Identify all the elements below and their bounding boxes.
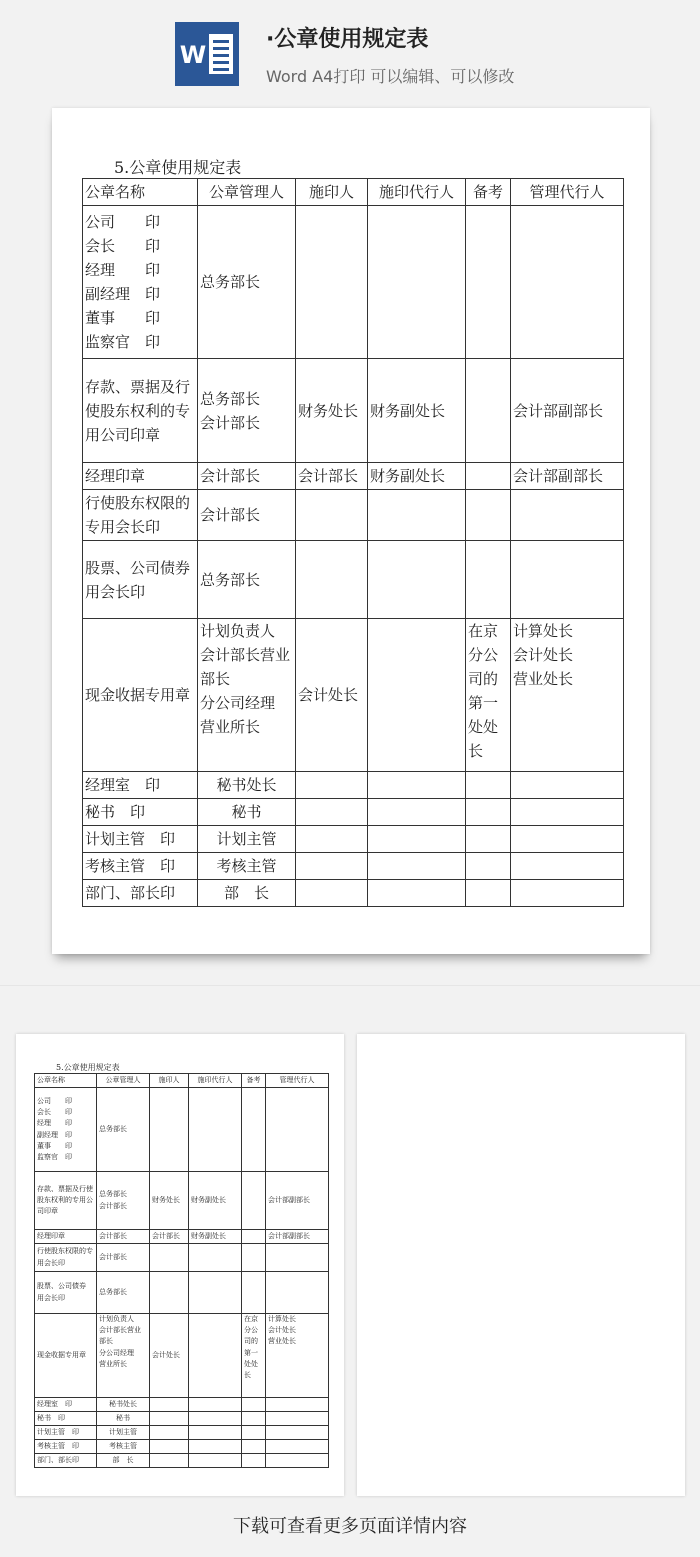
thumbnail-table-cell (189, 1426, 242, 1440)
table-row (83, 772, 624, 799)
thumbnail-table-cell (242, 1398, 266, 1412)
thumbnail-table-cell: 秘书 (97, 1412, 150, 1426)
table-cell: 财务处长 (296, 359, 368, 463)
thumbnail-table-cell: 会计部长 (97, 1244, 150, 1272)
table-row (83, 463, 624, 490)
thumbnail-table-cell (266, 1272, 329, 1314)
thumbnail-table-cell: 会计部长 (150, 1230, 189, 1244)
svg-text:W: W (179, 41, 207, 69)
thumbnail-header-cell: 管理代行人 (266, 1074, 329, 1088)
table-cell: 会计部长 (296, 463, 368, 490)
table-cell (368, 853, 466, 880)
thumbnail-table-cell: 财务副处长 (189, 1172, 242, 1230)
table-cell: 会计处长 (296, 619, 368, 772)
header (0, 0, 700, 100)
table-cell (296, 853, 368, 880)
thumbnail-table-cell: 股票、公司债券 用会长印 (35, 1272, 97, 1314)
table-cell (511, 490, 624, 541)
thumbnail-table-cell (189, 1440, 242, 1454)
table-cell (368, 206, 466, 359)
thumbnail-table-row (35, 1398, 329, 1412)
table-cell (296, 541, 368, 619)
page-thumbnail-2[interactable] (357, 1034, 685, 1496)
header-cell: 公章名称 (83, 179, 198, 206)
table-cell: 秘书 印 (83, 799, 198, 826)
thumbnail-table-cell (189, 1398, 242, 1412)
table-cell (368, 490, 466, 541)
thumbnail-table-cell (189, 1412, 242, 1426)
thumbnail-table-cell (242, 1454, 266, 1468)
document-subtitle: Word A4打印 可以编辑、可以修改 (266, 67, 515, 86)
thumbnail-table-cell (150, 1244, 189, 1272)
thumbnail-table-row (35, 1088, 329, 1172)
table-cell: 计划主管 (198, 826, 296, 853)
table-row (83, 853, 624, 880)
header-cell: 公章管理人 (198, 179, 296, 206)
thumbnail-table-cell (242, 1088, 266, 1172)
table-cell (368, 619, 466, 772)
thumbnail-table-cell: 计划负责人 会计部长营业部长 分公司经理 营业所长 (97, 1314, 150, 1398)
thumbnail-table-cell (266, 1454, 329, 1468)
table-cell (466, 359, 511, 463)
table-cell (368, 799, 466, 826)
table-cell (511, 826, 624, 853)
table-cell: 总务部长 (198, 206, 296, 359)
table-cell: 考核主管 (198, 853, 296, 880)
table-cell: 会计部长 (198, 463, 296, 490)
document-title: ·公章使用规定表 (266, 27, 429, 52)
table-cell: 财务副处长 (368, 359, 466, 463)
thumbnail-table-cell (150, 1412, 189, 1426)
thumbnail-table-cell: 经理印章 (35, 1230, 97, 1244)
table-row (83, 206, 624, 359)
thumbnail-table-row (35, 1454, 329, 1468)
thumbnail-table-cell (242, 1172, 266, 1230)
thumbnail-header-cell: 施印代行人 (189, 1074, 242, 1088)
thumbnail-table-cell: 秘书 印 (35, 1412, 97, 1426)
thumbnail-header-cell: 施印人 (150, 1074, 189, 1088)
table-cell: 会计部长 (198, 490, 296, 541)
thumbnail-table-cell: 总务部长 (97, 1088, 150, 1172)
table-cell: 存款、票据及行使股东权利的专用公司印章 (83, 359, 198, 463)
table-cell: 计算处长 会计处长 营业处长 (511, 619, 624, 772)
thumbnail-table-cell (266, 1244, 329, 1272)
table-cell (296, 880, 368, 907)
table-row (83, 880, 624, 907)
thumbnail-table-cell (189, 1454, 242, 1468)
thumbnail-table-cell: 计算处长 会计处长 营业处长 (266, 1314, 329, 1398)
divider (0, 985, 700, 986)
thumbnail-table-cell: 总务部长 会计部长 (97, 1172, 150, 1230)
thumbnail-table-cell: 部门、部长印 (35, 1454, 97, 1468)
thumbnail-seal-table (34, 1073, 329, 1468)
word-icon (175, 22, 239, 86)
thumbnail-table-row (35, 1412, 329, 1426)
thumbnail-table-cell: 在京分公司的第一处处长 (242, 1314, 266, 1398)
thumbnail-table-cell: 行使股东权限的专用会长印 (35, 1244, 97, 1272)
thumbnail-table-cell (189, 1088, 242, 1172)
thumbnail-table-cell: 财务处长 (150, 1172, 189, 1230)
header-cell: 施印代行人 (368, 179, 466, 206)
table-row (83, 619, 624, 772)
table-cell: 在京分公司的第一处处长 (466, 619, 511, 772)
thumbnail-table-cell: 考核主管 (97, 1440, 150, 1454)
thumbnail-table-cell (150, 1454, 189, 1468)
thumbnail-table-cell: 现金收据专用章 (35, 1314, 97, 1398)
thumbnail-table-cell: 计划主管 印 (35, 1426, 97, 1440)
thumbnail-table-row (35, 1272, 329, 1314)
page-preview-main (52, 108, 650, 954)
table-cell: 行使股东权限的专用会长印 (83, 490, 198, 541)
table-cell (368, 880, 466, 907)
table-cell: 股票、公司债券 用会长印 (83, 541, 198, 619)
table-cell (368, 826, 466, 853)
header-cell: 管理代行人 (511, 179, 624, 206)
table-cell (296, 206, 368, 359)
table-row (83, 799, 624, 826)
table-cell (466, 853, 511, 880)
table-row (83, 541, 624, 619)
header-cell: 备考 (466, 179, 511, 206)
table-cell (511, 853, 624, 880)
table-cell (466, 541, 511, 619)
header-cell: 施印人 (296, 179, 368, 206)
thumbnail-table-row (35, 1314, 329, 1398)
thumbnail-table-row (35, 1172, 329, 1230)
thumbnail-table-cell: 部 长 (97, 1454, 150, 1468)
table-cell (368, 772, 466, 799)
thumbnail-table-cell (242, 1426, 266, 1440)
table-cell (466, 772, 511, 799)
table-cell (466, 463, 511, 490)
thumbnail-table-cell: 公司 印 会长 印 经理 印 副经理 印 董事 印 监察官 印 (35, 1088, 97, 1172)
table-cell: 会计部副部长 (511, 463, 624, 490)
thumbnail-header-cell: 公章管理人 (97, 1074, 150, 1088)
table-cell: 考核主管 印 (83, 853, 198, 880)
thumbnail-table-cell (189, 1272, 242, 1314)
thumbnail-table-cell (150, 1272, 189, 1314)
table-cell: 部门、部长印 (83, 880, 198, 907)
thumbnail-table-cell: 总务部长 (97, 1272, 150, 1314)
thumbnail-table-cell: 计划主管 (97, 1426, 150, 1440)
thumbnail-table-cell: 秘书处长 (97, 1398, 150, 1412)
thumbnail-header-row (35, 1074, 329, 1088)
table-cell (511, 772, 624, 799)
table-row (83, 826, 624, 853)
thumbnail-table-cell (266, 1426, 329, 1440)
thumbnail-header-cell: 备考 (242, 1074, 266, 1088)
table-cell (466, 826, 511, 853)
table-cell (466, 490, 511, 541)
seal-rules-table (82, 178, 624, 907)
table-cell: 部 长 (198, 880, 296, 907)
table-cell (296, 826, 368, 853)
table-cell: 财务副处长 (368, 463, 466, 490)
page-thumbnail-1[interactable] (16, 1034, 344, 1496)
thumbnail-table-cell: 考核主管 印 (35, 1440, 97, 1454)
thumbnail-table-row (35, 1244, 329, 1272)
thumbnail-table-cell (150, 1398, 189, 1412)
table-cell: 计划主管 印 (83, 826, 198, 853)
table-cell: 现金收据专用章 (83, 619, 198, 772)
header-row (83, 179, 624, 206)
table-cell: 秘书处长 (198, 772, 296, 799)
table-cell (296, 490, 368, 541)
table-cell: 秘书 (198, 799, 296, 826)
table-cell (511, 880, 624, 907)
thumbnail-table-cell (242, 1440, 266, 1454)
thumbnail-table-cell (266, 1088, 329, 1172)
thumbnail-table-cell (242, 1230, 266, 1244)
thumbnail-table-row (35, 1440, 329, 1454)
table-cell (466, 880, 511, 907)
thumbnail-table-cell (189, 1244, 242, 1272)
table-cell (296, 772, 368, 799)
table-cell (511, 541, 624, 619)
thumbnail-table-cell (150, 1088, 189, 1172)
table-cell: 经理印章 (83, 463, 198, 490)
table-cell: 计划负责人 会计部长营业部长 分公司经理 营业所长 (198, 619, 296, 772)
table-cell: 经理室 印 (83, 772, 198, 799)
thumbnail-header-cell: 公章名称 (35, 1074, 97, 1088)
table-cell: 总务部长 会计部长 (198, 359, 296, 463)
thumbnail-table-cell: 会计处长 (150, 1314, 189, 1398)
download-more-text[interactable]: 下载可查看更多页面详情内容 (233, 1516, 467, 1537)
table-row (83, 490, 624, 541)
thumbnail-table-cell (266, 1412, 329, 1426)
thumbnail-table-row (35, 1426, 329, 1440)
table-cell: 公司 印 会长 印 经理 印 副经理 印 董事 印 监察官 印 (83, 206, 198, 359)
table-cell (466, 206, 511, 359)
thumbnail-table-cell: 会计部副部长 (266, 1230, 329, 1244)
table-cell (511, 799, 624, 826)
table-title: 5.公章使用规定表 (114, 158, 242, 177)
table-cell: 总务部长 (198, 541, 296, 619)
thumbnail-table-cell: 财务副处长 (189, 1230, 242, 1244)
thumbnail-table-cell: 会计部长 (97, 1230, 150, 1244)
thumbnail-table-cell (242, 1412, 266, 1426)
thumbnail-table-cell: 会计部副部长 (266, 1172, 329, 1230)
table-cell: 会计部副部长 (511, 359, 624, 463)
thumbnail-table-cell (242, 1272, 266, 1314)
thumbnail-table-cell: 经理室 印 (35, 1398, 97, 1412)
thumbnail-table-cell (150, 1440, 189, 1454)
thumbnail-table-cell (189, 1314, 242, 1398)
thumbnail-table-cell (150, 1426, 189, 1440)
thumbnail-table-row (35, 1230, 329, 1244)
thumbnail-table-title: 5.公章使用规定表 (56, 1063, 120, 1072)
thumbnail-table-cell (242, 1244, 266, 1272)
table-cell (296, 799, 368, 826)
thumbnail-table-cell (266, 1398, 329, 1412)
thumbnail-table-cell (266, 1440, 329, 1454)
table-row (83, 359, 624, 463)
table-cell (511, 206, 624, 359)
table-cell (368, 541, 466, 619)
table-cell (466, 799, 511, 826)
thumbnail-table-cell: 存款、票据及行使股东权利的专用公司印章 (35, 1172, 97, 1230)
